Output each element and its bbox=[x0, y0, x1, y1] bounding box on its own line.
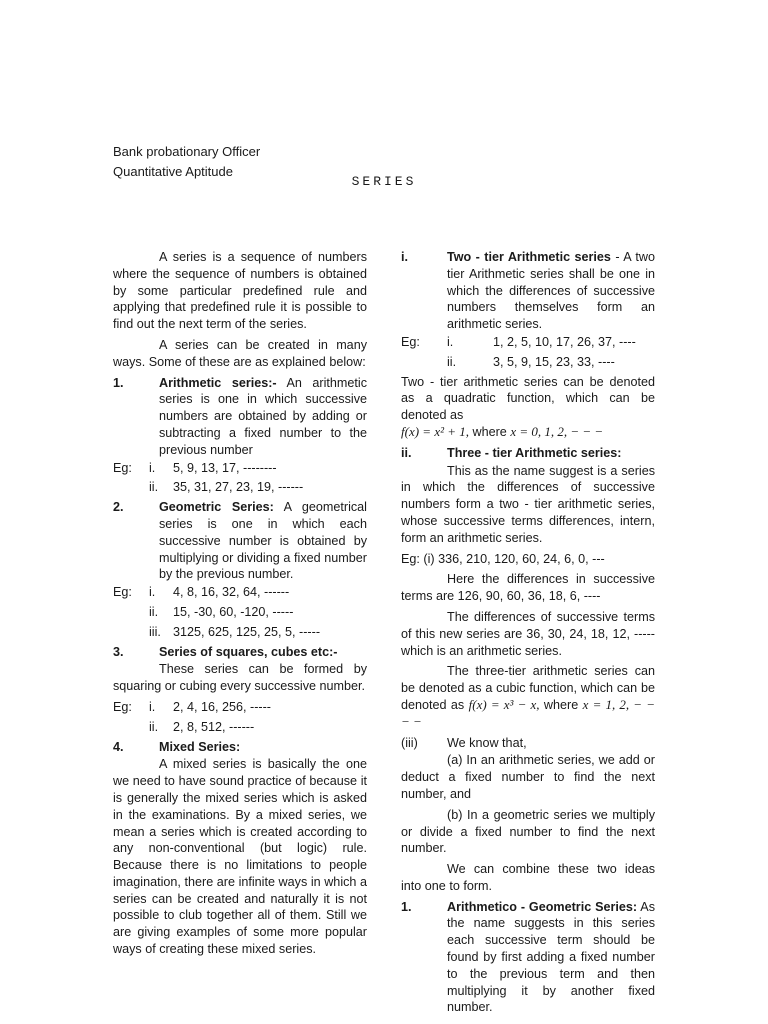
example-roman: ii. bbox=[149, 719, 159, 734]
example-label: Eg: bbox=[401, 334, 420, 349]
section-arithmetic bbox=[113, 375, 367, 459]
paragraph: We can combine these two ideas into one to form. bbox=[401, 862, 655, 893]
section-text: A geometrical series is one in which each successive number is obtained by multiplying or dividing a fixed number by the previous number. bbox=[159, 500, 367, 582]
intro-paragraph-2: A series can be created in many ways. Some of these are as explained below: bbox=[113, 337, 367, 369]
paragraph-text: The three-tier arithmetic series can be denoted as a cubic function, which can be denoted as bbox=[401, 664, 655, 712]
section-text: This as the name suggest is a series in which the differences of successive numbers form a two - tier arithmetic series, whose successive terms differences, intern, form an arithmetic series. bbox=[401, 463, 655, 545]
example-row bbox=[113, 699, 367, 716]
paragraph: The differences of successive terms of this new series are 36, 30, 24, 18, 12, ----- which is an arithmetic series. bbox=[401, 609, 655, 658]
example-row bbox=[113, 479, 367, 496]
example-line: Eg: (i) 336, 210, 120, 60, 24, 6, 0, --- bbox=[401, 551, 605, 566]
example-roman: iii. bbox=[149, 624, 161, 639]
section-title: Mixed Series: bbox=[159, 739, 241, 754]
section-text: An arithmetic series is one in which successive numbers are obtained by adding or subtracting a fixed number to the previous number bbox=[159, 375, 367, 457]
section-squares-cubes bbox=[113, 644, 367, 661]
example-row bbox=[401, 334, 655, 351]
section-arithmetico-geometric bbox=[401, 899, 655, 1017]
section-number: 4. bbox=[113, 739, 124, 754]
formula: f(x) = x³ − x, bbox=[468, 696, 540, 712]
section-two-tier bbox=[401, 249, 655, 333]
example-value: 1, 2, 5, 10, 17, 26, 37, ---- bbox=[493, 334, 636, 349]
section-text: - A two tier Arithmetic series shall be one in which the differences of successive numbers themselves form an arithmetic series. bbox=[447, 250, 655, 332]
section-text: These series can be formed by squaring or cubing every successive number. bbox=[113, 662, 367, 694]
paragraph: Here the differences in successive terms are 126, 90, 60, 36, 18, 6, ---- bbox=[401, 572, 655, 604]
left-column bbox=[113, 249, 367, 962]
page-title: SERIES bbox=[351, 174, 417, 189]
paragraph: (a) In an arithmetic series, we add or deduct a fixed number to find the next number, and bbox=[401, 753, 655, 801]
intro-paragraph: A series is a sequence of numbers where the sequence of numbers is obtained by some particular predefined rule and applying that predefined rule it is possible to find out the next term of the series. bbox=[113, 250, 367, 332]
section-text: As the name suggests in this series each successive term should be found by first adding a fixed number to the previous term and then multiplying it by another fixed number. bbox=[447, 899, 655, 1015]
section-we-know bbox=[401, 735, 655, 752]
section-title: We know that, bbox=[447, 735, 527, 750]
example-label: Eg: bbox=[113, 460, 132, 475]
example-row bbox=[113, 719, 367, 736]
example-value: 4, 8, 16, 32, 64, ------ bbox=[173, 585, 290, 600]
example-label: Eg: bbox=[113, 699, 132, 714]
example-roman: i. bbox=[447, 334, 454, 349]
example-label: Eg: bbox=[113, 585, 132, 600]
where-text: where bbox=[469, 424, 511, 439]
right-column bbox=[401, 249, 655, 1017]
formula: f(x) = x² + 1, bbox=[401, 423, 470, 439]
example-value: 3, 5, 9, 15, 23, 33, ---- bbox=[493, 354, 615, 369]
example-row bbox=[113, 624, 367, 641]
section-mixed bbox=[113, 739, 367, 756]
example-row bbox=[401, 354, 655, 371]
section-number: 3. bbox=[113, 644, 124, 659]
example-value: 5, 9, 13, 17, -------- bbox=[173, 460, 277, 475]
paragraph bbox=[401, 663, 655, 730]
where-text: where bbox=[539, 697, 583, 712]
example-value: 35, 31, 27, 23, 19, ------ bbox=[173, 480, 304, 495]
example-row bbox=[113, 460, 367, 477]
section-title: Arithmetic series:- bbox=[159, 375, 277, 390]
example-value: 2, 8, 512, ------ bbox=[173, 719, 255, 734]
section-number: 1. bbox=[401, 899, 412, 914]
section-three-tier bbox=[401, 445, 655, 462]
section-text: A mixed series is basically the one we need to have sound practice of because it is generally the mixed series which is asked in the examinations. By a mixed series, we mean a series which is created according to any non-conventional (but logic) rule. Because there is no limitations to people imagination, there are infinite ways in which a series can be created and naturally it is not possible to club together all of them. Still we are giving examples of some more popular ways of creating these mixed series. bbox=[113, 757, 367, 957]
paragraph bbox=[401, 374, 655, 441]
section-title: Two - tier Arithmetic series bbox=[447, 250, 611, 264]
example-row bbox=[113, 584, 367, 601]
example-row bbox=[113, 604, 367, 621]
example-value: 15, -30, 60, -120, ----- bbox=[173, 604, 294, 619]
header-line-2: Quantitative Aptitude bbox=[113, 164, 233, 179]
header-line-1: Bank probationary Officer bbox=[113, 144, 261, 159]
example-value: 3125, 625, 125, 25, 5, ----- bbox=[173, 624, 321, 639]
example-roman: ii. bbox=[447, 354, 457, 369]
formula-domain: x = 0, 1, 2, − − − bbox=[510, 423, 604, 439]
section-title: Series of squares, cubes etc:- bbox=[159, 644, 338, 659]
paragraph-text: Two - tier arithmetic series can be denoted as a quadratic function, which can be denoted as bbox=[401, 374, 655, 423]
example-roman: ii. bbox=[149, 480, 159, 495]
example-roman: ii. bbox=[149, 604, 159, 619]
section-title: Arithmetico - Geometric Series: bbox=[447, 899, 638, 914]
section-number: (iii) bbox=[401, 735, 418, 750]
section-number: ii. bbox=[401, 445, 412, 460]
example-roman: i. bbox=[149, 699, 156, 714]
example-roman: i. bbox=[149, 460, 156, 475]
formula-domain: x = 1, 2, − − − − bbox=[401, 696, 655, 729]
section-number: i. bbox=[401, 250, 408, 264]
section-number: 2. bbox=[113, 500, 124, 515]
section-number: 1. bbox=[113, 375, 124, 390]
section-geometric bbox=[113, 499, 367, 583]
section-title: Three - tier Arithmetic series: bbox=[447, 445, 622, 460]
example-value: 2, 4, 16, 256, ----- bbox=[173, 699, 271, 714]
section-title: Geometric Series: bbox=[159, 500, 274, 515]
paragraph: (b) In a geometric series we multiply or divide a fixed number to find the next number. bbox=[401, 807, 655, 856]
example-roman: i. bbox=[149, 585, 156, 600]
